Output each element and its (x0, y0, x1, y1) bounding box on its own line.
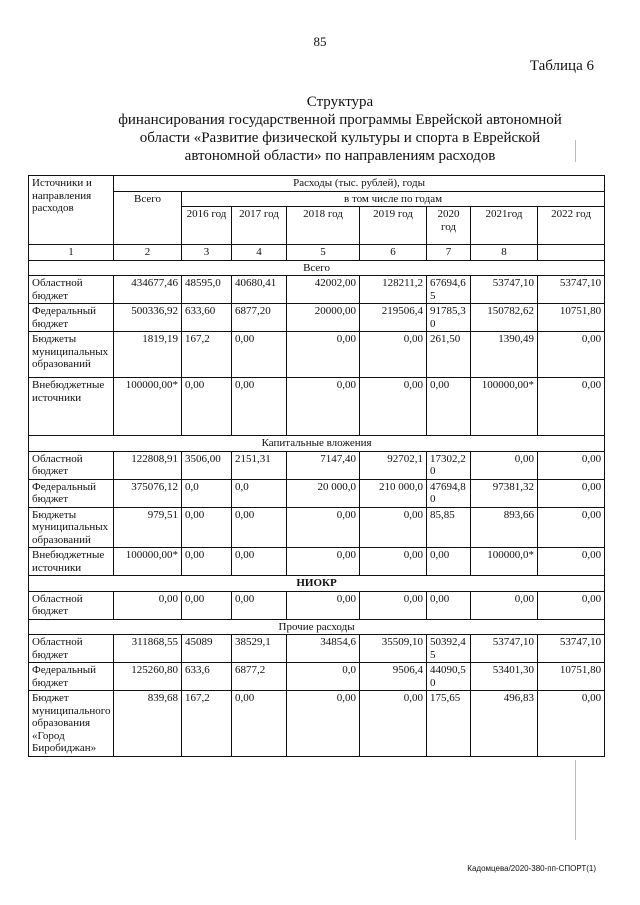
value-cell: 0,00 (360, 332, 427, 378)
document-title (90, 93, 590, 165)
value-cell: 496,83 (471, 691, 538, 757)
column-index: 8 (471, 245, 538, 261)
value-cell: 0,00 (538, 451, 605, 479)
value-cell: 0,00 (182, 378, 232, 436)
value-cell: 434677,46 (114, 276, 182, 304)
row-label: Внебюджетные источники (29, 548, 114, 576)
section-title: НИОКР (29, 576, 605, 592)
row-label: Внебюджетные источники (29, 378, 114, 436)
value-cell: 17302,20 (427, 451, 471, 479)
financing-table (28, 175, 605, 757)
table-row (29, 507, 605, 548)
title-line: области «Развитие физической культуры и спорта в Еврейской (139, 130, 541, 146)
value-cell: 53747,10 (538, 635, 605, 663)
value-cell: 500336,92 (114, 304, 182, 332)
section-row (29, 576, 605, 592)
value-cell: 150782,62 (471, 304, 538, 332)
value-cell: 47694,80 (427, 479, 471, 507)
header-year: 2016 год (182, 207, 232, 245)
section-row (29, 619, 605, 635)
value-cell: 0,00 (232, 548, 287, 576)
value-cell: 0,00 (232, 332, 287, 378)
value-cell: 6877,20 (232, 304, 287, 332)
row-label: Федеральный бюджет (29, 304, 114, 332)
value-cell: 10751,80 (538, 304, 605, 332)
row-label: Федеральный бюджет (29, 479, 114, 507)
table-row (29, 635, 605, 663)
table-row (29, 663, 605, 691)
value-cell: 0,00 (427, 548, 471, 576)
value-cell: 0,00 (427, 378, 471, 436)
header-total: Всего (114, 191, 182, 245)
section-title: Всего (29, 260, 605, 276)
value-cell: 48595,0 (182, 276, 232, 304)
value-cell: 0,00 (114, 591, 182, 619)
row-label: Бюджет муниципального образования «Город Биробиджан» (29, 691, 114, 757)
value-cell: 128211,2 (360, 276, 427, 304)
section-row (29, 436, 605, 452)
row-label: Областной бюджет (29, 276, 114, 304)
value-cell: 0,00 (232, 691, 287, 757)
value-cell: 210 000,0 (360, 479, 427, 507)
row-label: Бюджеты муниципальных образований (29, 332, 114, 378)
title-line: финансирования государственной программы Еврейской автономной (118, 112, 562, 128)
value-cell: 0,00 (538, 479, 605, 507)
row-label: Бюджеты муниципальных образований (29, 507, 114, 548)
value-cell: 0,00 (360, 548, 427, 576)
value-cell: 0,00 (538, 507, 605, 548)
value-cell: 53747,10 (471, 276, 538, 304)
header-year: 2021год (471, 207, 538, 245)
value-cell: 50392,45 (427, 635, 471, 663)
scan-artifact (575, 140, 576, 162)
header-expenses: Расходы (тыс. рублей), годы (114, 176, 605, 192)
table-row (29, 479, 605, 507)
header-by-years: в том числе по годам (182, 191, 605, 207)
value-cell: 53747,10 (538, 276, 605, 304)
value-cell: 1390,49 (471, 332, 538, 378)
value-cell: 0,00 (538, 332, 605, 378)
value-cell: 10751,80 (538, 663, 605, 691)
value-cell: 42002,00 (287, 276, 360, 304)
value-cell: 261,50 (427, 332, 471, 378)
value-cell: 20000,00 (287, 304, 360, 332)
table-row (29, 332, 605, 378)
value-cell: 0,00 (538, 378, 605, 436)
value-cell: 0,00 (538, 591, 605, 619)
value-cell: 633,60 (182, 304, 232, 332)
value-cell: 0,00 (287, 548, 360, 576)
value-cell: 44090,50 (427, 663, 471, 691)
table-body (29, 260, 605, 756)
column-index: 7 (427, 245, 471, 261)
value-cell: 35509,10 (360, 635, 427, 663)
value-cell: 85,85 (427, 507, 471, 548)
row-label: Федеральный бюджет (29, 663, 114, 691)
value-cell: 0,00 (182, 591, 232, 619)
value-cell: 167,2 (182, 332, 232, 378)
value-cell: 6877,2 (232, 663, 287, 691)
value-cell: 0,00 (182, 548, 232, 576)
value-cell: 0,00 (287, 507, 360, 548)
value-cell: 67694,65 (427, 276, 471, 304)
header-year: 2017 год (232, 207, 287, 245)
column-index: 3 (182, 245, 232, 261)
table-row (29, 451, 605, 479)
value-cell: 167,2 (182, 691, 232, 757)
value-cell: 53401,30 (471, 663, 538, 691)
value-cell: 0,00 (287, 591, 360, 619)
value-cell: 0,00 (182, 507, 232, 548)
value-cell: 91785,30 (427, 304, 471, 332)
value-cell: 97381,32 (471, 479, 538, 507)
value-cell: 175,65 (427, 691, 471, 757)
value-cell: 0,00 (287, 332, 360, 378)
value-cell: 53747,10 (471, 635, 538, 663)
column-index (538, 245, 605, 261)
column-index: 2 (114, 245, 182, 261)
table-row (29, 591, 605, 619)
value-cell: 0,00 (538, 691, 605, 757)
value-cell: 0,00 (360, 691, 427, 757)
footer-code: Кадомцева/2020-380-пп-СПОРТ(1) (467, 864, 596, 873)
value-cell: 0,00 (360, 507, 427, 548)
value-cell: 0,00 (427, 591, 471, 619)
value-cell: 633,6 (182, 663, 232, 691)
value-cell: 375076,12 (114, 479, 182, 507)
value-cell: 34854,6 (287, 635, 360, 663)
value-cell: 92702,1 (360, 451, 427, 479)
column-index: 4 (232, 245, 287, 261)
header-year: 2022 год (538, 207, 605, 245)
value-cell: 0,00 (360, 378, 427, 436)
value-cell: 0,00 (232, 378, 287, 436)
value-cell: 0,00 (232, 591, 287, 619)
value-cell: 0,00 (360, 591, 427, 619)
table-row (29, 378, 605, 436)
header-source: Источники и направления расходов (29, 176, 114, 245)
value-cell: 219506,4 (360, 304, 427, 332)
table-row (29, 691, 605, 757)
section-row (29, 260, 605, 276)
value-cell: 0,00 (538, 548, 605, 576)
table-row (29, 276, 605, 304)
value-cell: 7147,40 (287, 451, 360, 479)
value-cell: 100000,00* (114, 378, 182, 436)
row-label: Областной бюджет (29, 635, 114, 663)
value-cell: 0,00 (232, 507, 287, 548)
value-cell: 0,00 (471, 451, 538, 479)
header-year: 2018 год (287, 207, 360, 245)
table-label: Таблица 6 (529, 58, 594, 74)
value-cell: 839,68 (114, 691, 182, 757)
header-year: 2020 год (427, 207, 471, 245)
column-index-row (29, 245, 605, 261)
value-cell: 1819,19 (114, 332, 182, 378)
value-cell: 125260,80 (114, 663, 182, 691)
value-cell: 9506,4 (360, 663, 427, 691)
table-row (29, 548, 605, 576)
title-line: Структура (306, 94, 374, 110)
scan-artifact (575, 760, 576, 840)
value-cell: 979,51 (114, 507, 182, 548)
value-cell: 45089 (182, 635, 232, 663)
value-cell: 0,00 (471, 591, 538, 619)
value-cell: 0,00 (287, 378, 360, 436)
value-cell: 100000,0* (471, 548, 538, 576)
value-cell: 311868,55 (114, 635, 182, 663)
value-cell: 100000,00* (471, 378, 538, 436)
table-row (29, 304, 605, 332)
value-cell: 122808,91 (114, 451, 182, 479)
page-number: 85 (313, 34, 327, 49)
value-cell: 0,0 (182, 479, 232, 507)
section-title: Прочие расходы (29, 619, 605, 635)
title-line: автономной области» по направлениям расходов (184, 148, 496, 164)
value-cell: 2151,31 (232, 451, 287, 479)
row-label: Областной бюджет (29, 591, 114, 619)
value-cell: 100000,00* (114, 548, 182, 576)
column-index: 5 (287, 245, 360, 261)
row-label: Областной бюджет (29, 451, 114, 479)
value-cell: 0,0 (287, 663, 360, 691)
value-cell: 38529,1 (232, 635, 287, 663)
column-index: 6 (360, 245, 427, 261)
value-cell: 40680,41 (232, 276, 287, 304)
value-cell: 893,66 (471, 507, 538, 548)
section-title: Капитальные вложения (29, 436, 605, 452)
value-cell: 20 000,0 (287, 479, 360, 507)
value-cell: 0,0 (232, 479, 287, 507)
value-cell: 3506,00 (182, 451, 232, 479)
value-cell: 0,00 (287, 691, 360, 757)
header-year: 2019 год (360, 207, 427, 245)
column-index: 1 (29, 245, 114, 261)
